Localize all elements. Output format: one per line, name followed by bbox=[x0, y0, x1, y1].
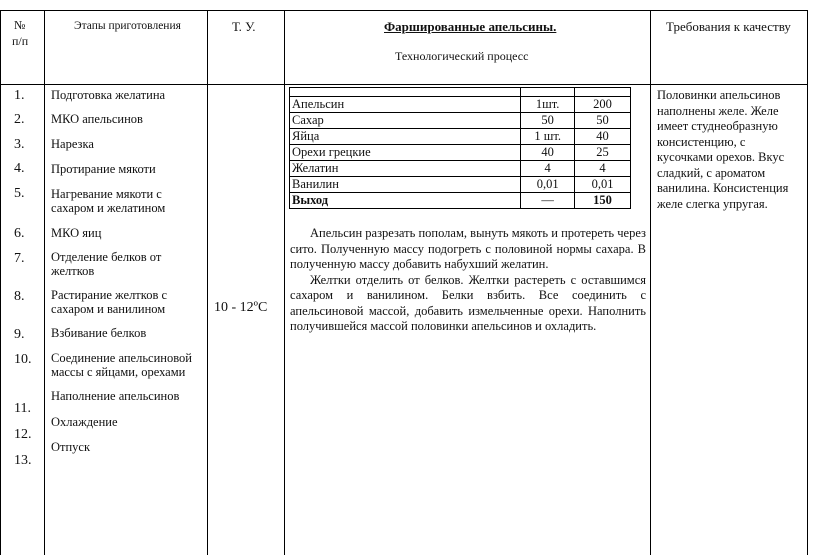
table-row bbox=[290, 129, 631, 145]
step-text: Наполнение апельсинов bbox=[51, 389, 180, 403]
header-num-b: п/п bbox=[12, 34, 29, 48]
step-text: Охлаждение bbox=[51, 415, 118, 429]
step-number: 11. bbox=[14, 401, 31, 416]
step-number: 3. bbox=[14, 137, 25, 152]
ingredients-table bbox=[289, 87, 631, 209]
ingredient-net: 25 bbox=[575, 145, 631, 161]
step-number: 2. bbox=[14, 112, 25, 127]
step-text: Взбивание белков bbox=[51, 326, 147, 340]
ingredient-name: Желатин bbox=[290, 161, 521, 177]
ingredient-net: 0,01 bbox=[575, 177, 631, 193]
step-number: 8. bbox=[14, 289, 25, 304]
step-text: Отпуск bbox=[51, 440, 91, 454]
table-row bbox=[290, 193, 631, 209]
step-number: 13. bbox=[14, 453, 32, 468]
col-border-0 bbox=[0, 10, 1, 555]
col-border-4 bbox=[650, 10, 651, 555]
step-number: 6. bbox=[14, 226, 25, 241]
step-number: 4. bbox=[14, 161, 25, 176]
temperature-value: 10 - 12ºС bbox=[214, 300, 268, 315]
step-number: 10. bbox=[14, 352, 32, 367]
table-row bbox=[290, 145, 631, 161]
step-text: Протирание мякоти bbox=[51, 162, 156, 176]
process-paragraph: Апельсин разрезать пополам, вынуть мякоть и протереть через сито. Полученную массу подогреть с половиной нормы сахара. В полученную массу добавить набухший желатин. bbox=[290, 226, 646, 271]
step-number: 1. bbox=[14, 88, 25, 103]
step-number: 9. bbox=[14, 327, 25, 342]
col-border-1 bbox=[44, 10, 45, 555]
table-row bbox=[290, 177, 631, 193]
ingredient-gross: 50 bbox=[521, 113, 575, 129]
ingredient-name: Орехи грецкие bbox=[290, 145, 521, 161]
ingredient-name: Сахар bbox=[290, 113, 521, 129]
ingredient-name: Апельсин bbox=[290, 97, 521, 113]
process-paragraph: Желтки отделить от белков. Желтки растереть с оставшимся сахаром и ванилином. Белки взбить. Все соединить с апельсиновой массой, добавить измельченные орехи. Наполнить получившейся массой половинки апельсинов и охладить. bbox=[290, 272, 646, 333]
ingredient-gross: 40 bbox=[521, 145, 575, 161]
step-text: Соединение апельсиновой массы с яйцами, орехами bbox=[51, 351, 192, 379]
ingredient-gross: 1 шт. bbox=[521, 129, 575, 145]
ingredient-gross: 0,01 bbox=[521, 177, 575, 193]
ingredient-net: 50 bbox=[575, 113, 631, 129]
process-description bbox=[290, 226, 646, 335]
step-number: 12. bbox=[14, 427, 32, 442]
quality-requirements: Половинки апельсинов наполнены желе. Желе имеет студнеобразную консистенцию, с кусочками орехов. Вкус сладкий, с ароматом ванилина. Консистенция желе слегка упругая. bbox=[657, 88, 789, 211]
header-bottom-border bbox=[0, 84, 808, 85]
header-num-a: № bbox=[14, 18, 26, 32]
table-top-border bbox=[0, 10, 808, 11]
step-text: Отделение белков от желтков bbox=[51, 250, 162, 278]
ingredient-net: 150 bbox=[575, 193, 631, 209]
ingredient-net: 200 bbox=[575, 97, 631, 113]
step-text: Нагревание мякоти с сахаром и желатином bbox=[51, 187, 166, 215]
table-row bbox=[290, 113, 631, 129]
ingredient-gross: 4 bbox=[521, 161, 575, 177]
header-tu: Т. У. bbox=[232, 19, 256, 34]
step-text: Нарезка bbox=[51, 137, 94, 151]
table-row bbox=[290, 97, 631, 113]
step-number: 5. bbox=[14, 186, 25, 201]
col-border-3 bbox=[284, 10, 285, 555]
step-text: МКО яиц bbox=[51, 226, 102, 240]
ingredient-name: Выход bbox=[290, 193, 521, 209]
ingredient-name: Ванилин bbox=[290, 177, 521, 193]
header-quality: Требования к качеству bbox=[666, 19, 791, 34]
step-number: 7. bbox=[14, 251, 25, 266]
ingredient-net: 40 bbox=[575, 129, 631, 145]
ingredient-name: Яйца bbox=[290, 129, 521, 145]
step-text: МКО апельсинов bbox=[51, 112, 143, 126]
col-border-5 bbox=[807, 10, 808, 555]
table-row bbox=[290, 161, 631, 177]
ingredient-net: 4 bbox=[575, 161, 631, 177]
process-label: Технологический процесс bbox=[395, 49, 529, 63]
ingredient-gross: 1шт. bbox=[521, 97, 575, 113]
header-stages: Этапы приготовления bbox=[74, 20, 181, 32]
step-text: Подготовка желатина bbox=[51, 88, 166, 102]
step-text: Растирание желтков с сахаром и ванилином bbox=[51, 288, 168, 316]
table-row bbox=[290, 88, 631, 97]
dish-title: Фаршированные апельсины. bbox=[384, 19, 557, 34]
ingredient-gross: — bbox=[521, 193, 575, 209]
